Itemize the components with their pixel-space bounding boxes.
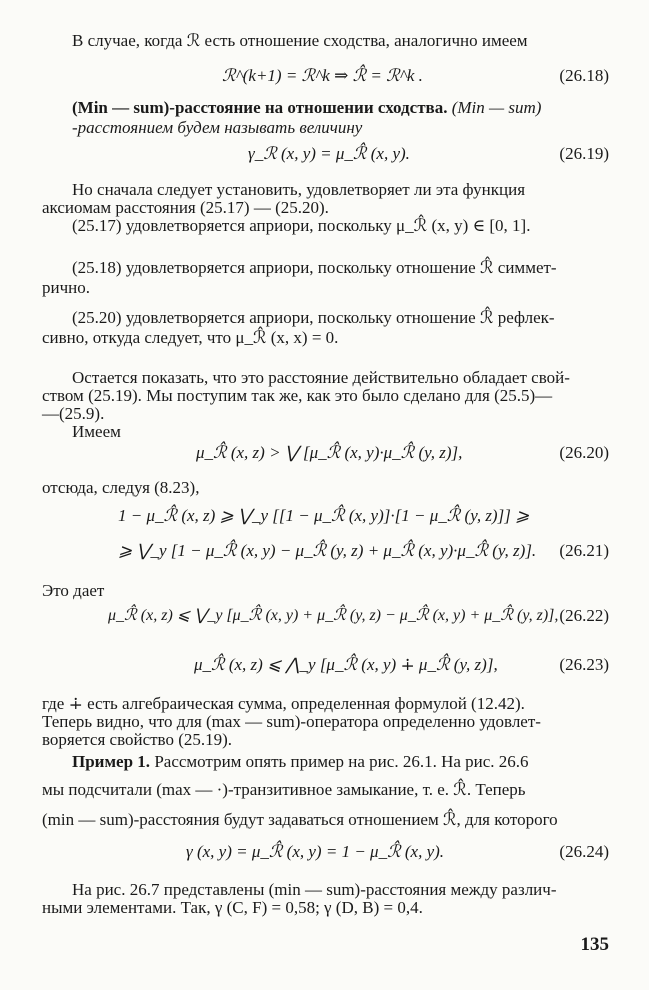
text-line: отсюда, следуя (8.23),	[42, 478, 200, 497]
example-line	[72, 752, 529, 772]
text-line: (min — sum)-расстояния будут задаваться отношением ℛ̂, для которого	[42, 810, 558, 829]
section-heading	[72, 98, 541, 118]
text-line: где ∔ есть алгебраическая сумма, определенная формулой (12.42).	[42, 694, 525, 713]
heading-italic: (Min — sum)	[447, 98, 542, 117]
eq-number: (26.19)	[559, 144, 609, 163]
text-line: Теперь видно, что для (max — sum)-оператора определенно удовлет-	[42, 712, 541, 731]
eq-number: (26.23)	[559, 655, 609, 674]
text-line: -расстоянием будем называть величину	[72, 118, 363, 137]
text-line: ными элементами. Так, γ (C, F) = 0,58; γ (D, B) = 0,4.	[42, 898, 423, 917]
equation-26-18: ℛ^(k+1) = ℛ^k ⇒ ℛ̂ = ℛ^k .	[222, 66, 423, 85]
text-line: воряется свойство (25.19).	[42, 730, 233, 749]
text-line: На рис. 26.7 представлены (min — sum)-расстояния между различ-	[72, 880, 557, 899]
text-line: Но сначала следует установить, удовлетворяет ли эта функция	[72, 180, 526, 199]
heading-bold: (Min — sum)-расстояние на отношении сходства.	[72, 98, 448, 117]
equation-26-23: μ_ℛ̂ (x, z) ⩽ ⋀_y [μ_ℛ̂ (x, y) ∔ μ_ℛ̂ (y, z)],	[194, 655, 498, 674]
example-label: Пример 1.	[72, 752, 151, 771]
text-line: Остается показать, что это расстояние действительно обладает свой-	[72, 368, 570, 387]
eq-number: (26.22)	[559, 606, 609, 625]
text-line: ством (25.19). Мы поступим так же, как это было сделано для (25.5)—	[42, 386, 553, 405]
eq-number: (26.20)	[559, 443, 609, 462]
text-line: мы подсчитали (max — ·)-транзитивное замыкание, т. е. ℛ̂. Теперь	[42, 780, 526, 799]
page-number: 135	[580, 934, 609, 955]
text-line: В случае, когда ℛ есть отношение сходства, аналогично имеем	[72, 31, 528, 50]
example-text: Рассмотрим опять пример на рис. 26.1. На рис. 26.6	[150, 752, 529, 771]
eq-number: (26.21)	[559, 541, 609, 560]
equation-26-22: μ_ℛ̂ (x, z) ⩽ ⋁_y [μ_ℛ̂ (x, y) + μ_ℛ̂ (y, z) − μ_ℛ̂ (x, y) + μ_ℛ̂ (y, z)],	[108, 607, 559, 624]
text-line: —(25.9).	[42, 404, 105, 423]
text-line: (25.18) удовлетворяется априори, поскольку отношение ℛ̂ симмет-	[72, 258, 557, 277]
equation-26-24: γ (x, y) = μ_ℛ̂ (x, y) = 1 − μ_ℛ̂ (x, y).	[186, 842, 445, 861]
text-line: аксиомам расстояния (25.17) — (25.20).	[42, 198, 329, 217]
text-line: сивно, откуда следует, что μ_ℛ̂ (x, x) = 0.	[42, 328, 339, 347]
text-line: (25.17) удовлетворяется априори, поскольку μ_ℛ̂ (x, y) ∈ [0, 1].	[72, 216, 531, 235]
equation-26-19: γ_ℛ (x, y) = μ_ℛ̂ (x, y).	[248, 144, 410, 163]
eq-number: (26.18)	[559, 66, 609, 85]
text-line: Имеем	[72, 422, 121, 441]
text-line: Это дает	[42, 581, 105, 600]
text-line: рично.	[42, 278, 90, 297]
eq-number: (26.24)	[559, 842, 609, 861]
equation-26-21a: 1 − μ_ℛ̂ (x, z) ⩾ ⋁_y [[1 − μ_ℛ̂ (x, y)]·[1 − μ_ℛ̂ (y, z)]] ⩾	[118, 506, 530, 525]
text-line: (25.20) удовлетворяется априори, поскольку отношение ℛ̂ рефлек-	[72, 308, 555, 327]
equation-26-21b: ⩾ ⋁_y [1 − μ_ℛ̂ (x, y) − μ_ℛ̂ (y, z) + μ_ℛ̂ (x, y)·μ_ℛ̂ (y, z)].	[118, 541, 537, 560]
equation-26-20: μ_ℛ̂ (x, z) > ⋁ [μ_ℛ̂ (x, y)·μ_ℛ̂ (y, z)],	[196, 443, 463, 462]
